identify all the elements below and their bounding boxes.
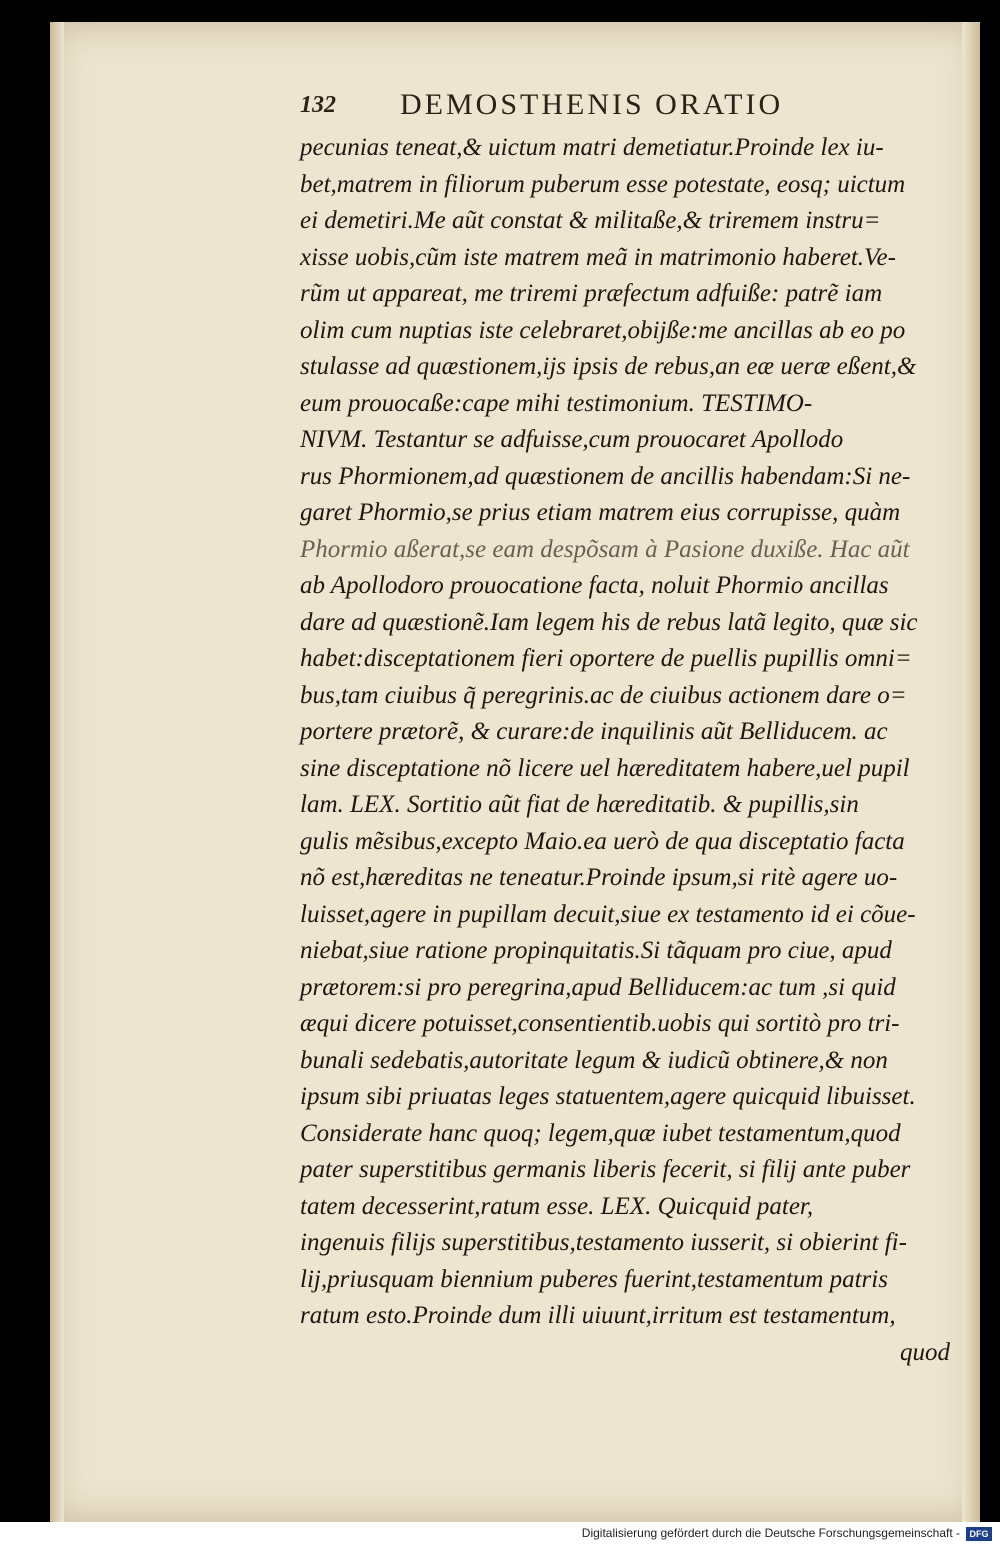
- text-line: stulasse ad quæstionem,ijs ipsis de rebus,an eæ ueræ eßent,&: [300, 353, 917, 380]
- text-line: garet Phormio,se prius etiam matrem eius corrupisse, quàm: [300, 499, 901, 526]
- text-line: æqui dicere potuisset,consentientib.uobis qui sortitò pro tri-: [300, 1010, 900, 1037]
- text-line: gulis mẽsibus,excepto Maio.ea uerò de qua disceptatio facta: [300, 827, 905, 855]
- text-line: dare ad quæstionẽ.Iam legem his de rebus latã legito, quæ sic: [300, 608, 918, 636]
- text-line: pater superstitibus germanis liberis fecerit, si filij ante puber: [300, 1156, 911, 1183]
- body-text: [300, 130, 950, 1371]
- text-line: bet,matrem in filiorum puberum esse potestate, eosq; uictum: [300, 170, 906, 198]
- page-header: [300, 88, 860, 128]
- text-line: rũm ut appareat, me triremi præfectum adfuiße: patrẽ iam: [300, 280, 883, 307]
- text-line: Phormio aßerat,se eam despõsam à Pasione duxiße. Hac aũt: [300, 535, 910, 563]
- text-line: bus,tam ciuibus q̃ peregrinis.ac de ciuibus actionem dare o=: [300, 681, 907, 709]
- text-line: ei demetiri.Me aũt constat & militaße,& triremem instru=: [300, 207, 881, 234]
- footer-bar: [0, 1522, 1000, 1546]
- text-line: ab Apollodoro prouocatione facta, noluit Phormio ancillas: [300, 572, 889, 599]
- page-right-edge: [962, 22, 980, 1522]
- funding-credit: Digitalisierung gefördert durch die Deutsche Forschungsgemeinschaft -: [581, 1526, 960, 1540]
- text-line: habet:disceptationem fieri oportere de puellis pupillis omni=: [300, 645, 912, 672]
- text-line: ingenuis filijs superstitibus,testamento iusserit, si obierint fi-: [300, 1229, 907, 1256]
- text-line: bunali sedebatis,autoritate legum & iudicũ obtinere,& non: [300, 1046, 888, 1074]
- text-line: luisset,agere in pupillam decuit,siue ex testamento id ei cõue-: [300, 900, 916, 928]
- text-line: nõ est,hæreditas ne teneatur.Proinde ipsum,si ritè agere uo-: [300, 864, 898, 891]
- text-line: ratum esto.Proinde dum illi uiuunt,irritum est testamentum,: [300, 1302, 896, 1329]
- text-line: niebat,siue ratione propinquitatis.Si tãquam pro ciue, apud: [300, 937, 892, 964]
- page-number: 132: [300, 92, 336, 118]
- text-line: rus Phormionem,ad quæstionem de ancillis habendam:Si ne-: [300, 462, 911, 490]
- text-line: lam. LEX. Sortitio aũt fiat de hæreditatib. & pupillis,sin: [300, 791, 859, 818]
- text-line: Considerate hanc quoq; legem,quæ iubet testamentum,quod: [300, 1119, 901, 1147]
- text-line: olim cum nuptias iste celebraret,obijße:me ancillas ab eo po: [300, 316, 906, 344]
- text-line: xisse uobis,cũm iste matrem meã in matrimonio haberet.Ve-: [300, 243, 896, 271]
- catchword: quod: [900, 1338, 950, 1366]
- text-line: ipsum sibi priuatas leges statuentem,agere quicquid libuisset.: [300, 1083, 916, 1110]
- text-line: NIVM. Testantur se adfuisse,cum prouocaret Apollodo: [300, 426, 844, 453]
- dfg-logo: DFG: [966, 1527, 992, 1541]
- text-line: portere prætorẽ, & curare:de inquilinis aũt Belliducem. ac: [300, 718, 888, 745]
- page-left-edge: [50, 22, 64, 1522]
- text-line: pecunias teneat,& uictum matri demetiatur.Proinde lex iu-: [300, 134, 884, 161]
- text-line: prætorem:si pro peregrina,apud Belliducem:ac tum ,si quid: [300, 973, 896, 1001]
- running-title: DEMOSTHENIS ORATIO: [400, 88, 784, 121]
- text-line: tatem decesserint,ratum esse. LEX. Quicquid pater,: [300, 1192, 814, 1220]
- text-line: eum prouocaße:cape mihi testimonium. TESTIMO-: [300, 389, 813, 417]
- text-line: lij,priusquam biennium puberes fuerint,testamentum patris: [300, 1265, 888, 1293]
- text-line: sine disceptatione nõ licere uel hæreditatem habere,uel pupil: [300, 754, 910, 782]
